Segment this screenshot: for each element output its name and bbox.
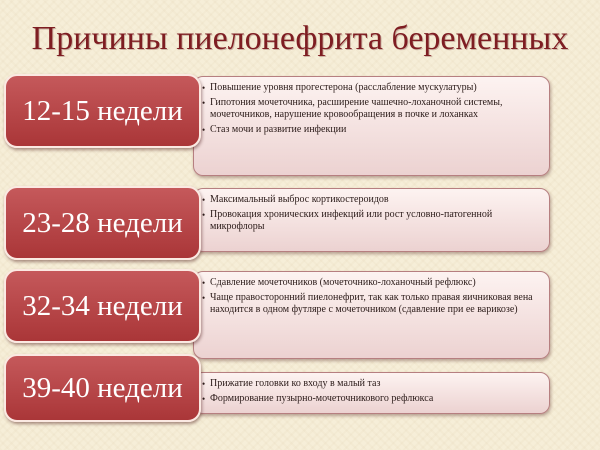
cause-item: • Провокация хронических инфекций или рост условно-патогенной микрофлоры xyxy=(202,209,541,233)
cause-item: • Прижатие головки ко входу в малый таз xyxy=(202,378,541,390)
cause-list-box xyxy=(193,76,550,176)
period-label-text: 23-28 недели xyxy=(22,206,183,239)
period-label-text: 12-15 недели xyxy=(22,94,183,127)
cause-list-box xyxy=(193,271,550,359)
cause-list xyxy=(202,378,541,405)
cause-item: • Максимальный выброс кортикостероидов xyxy=(202,194,541,206)
slide-title: Причины пиелонефрита беременных xyxy=(31,20,569,57)
cause-list xyxy=(202,194,541,233)
period-label xyxy=(4,186,201,260)
cause-item: • Сдавление мочеточников (мочеточнико-лоханочный рефлюкс) xyxy=(202,277,541,289)
cause-list xyxy=(202,82,541,136)
period-label-text: 32-34 недели xyxy=(22,289,183,322)
period-label xyxy=(4,74,201,148)
cause-list-box xyxy=(193,188,550,252)
period-label xyxy=(4,269,201,343)
cause-item: • Повышение уровня прогестерона (расслабление мускулатуры) xyxy=(202,82,541,94)
cause-item: • Гипотония мочеточника, расширение чашечно-лоханочной системы, мочеточников, нарушение кровообращения в почке и лоханках xyxy=(202,97,541,121)
cause-item: • Стаз мочи и развитие инфекции xyxy=(202,124,541,136)
cause-list xyxy=(202,277,541,316)
cause-item: • Формирование пузырно-мочеточникового рефлюкса xyxy=(202,393,541,405)
period-label-text: 39-40 недели xyxy=(22,371,183,404)
cause-item: • Чаще правосторонний пиелонефрит, так как только правая яичниковая вена находится в одном футляре с мочеточником (сдавление при ее варикозе) xyxy=(202,292,541,316)
period-label xyxy=(4,354,201,422)
cause-list-box xyxy=(193,372,550,414)
